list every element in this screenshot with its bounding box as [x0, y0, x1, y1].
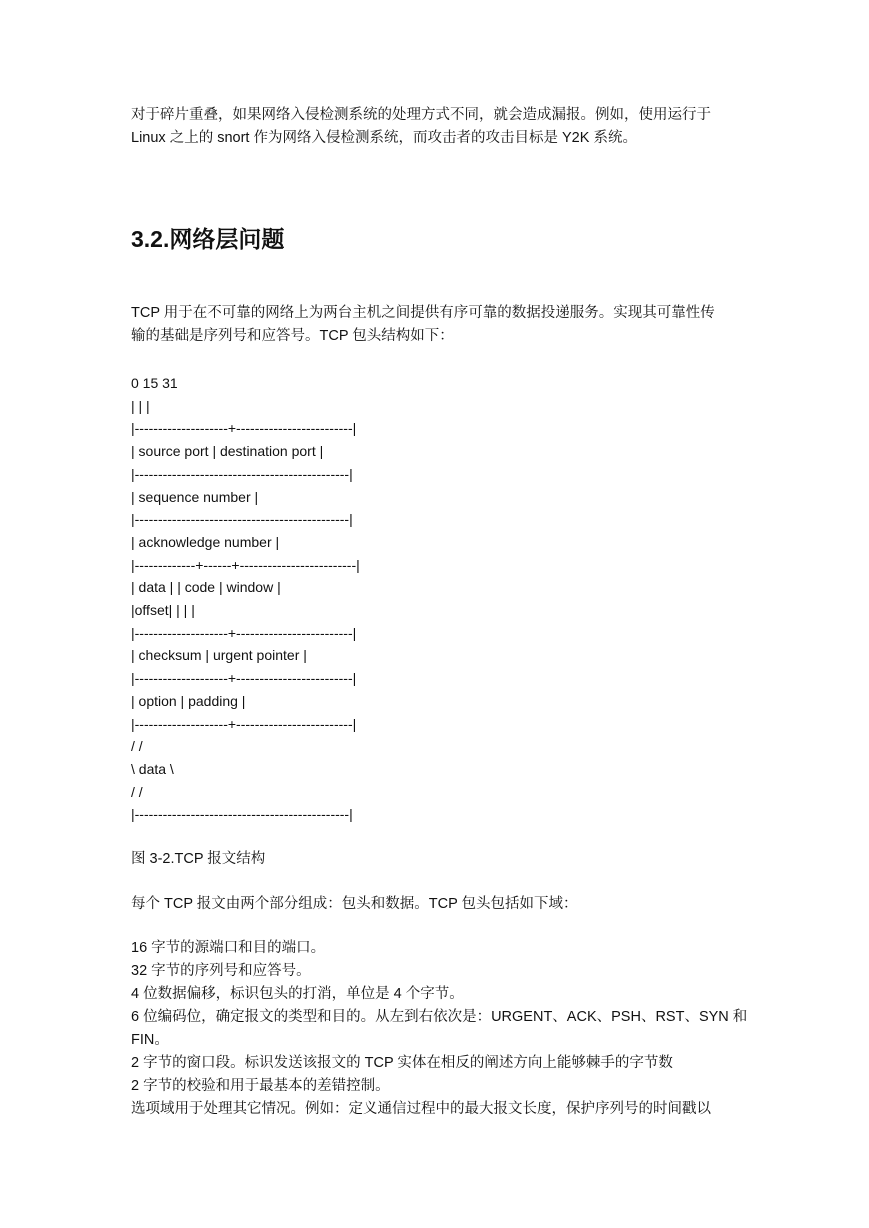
intro-paragraph	[131, 104, 741, 150]
figure-caption: 图 3-2.TCP 报文结构	[131, 851, 266, 867]
field-list-item: 4 位数据偏移，标识包头的打消，单位是 4 个字节。	[131, 986, 464, 1002]
diagram-line: / /	[131, 738, 143, 755]
tcp-header-diagram	[131, 372, 751, 826]
diagram-line: | acknowledge number |	[131, 533, 280, 550]
field-list-item: 6 位编码位，确定报文的类型和目的。从左到右依次是：URGENT、ACK、PSH、RST、SYN 和	[131, 1009, 748, 1025]
diagram-line: | sequence number |	[131, 488, 259, 505]
diagram-line: |----------------------------------------------|	[131, 806, 353, 823]
diagram-line: |offset| | | |	[131, 602, 195, 619]
field-list-item: 32 字节的序列号和应答号。	[131, 963, 311, 979]
diagram-line: | checksum | urgent pointer |	[131, 647, 307, 664]
tcp-intro-paragraph	[131, 302, 741, 348]
diagram-line: |----------------------------------------------|	[131, 511, 353, 528]
composition-paragraph: 每个 TCP 报文由两个部分组成：包头和数据。TCP 包头包括如下域：	[131, 896, 578, 912]
field-list-item: 16 字节的源端口和目的端口。	[131, 940, 326, 956]
diagram-line: |--------------------+-------------------------|	[131, 715, 357, 732]
diagram-line: |-------------+------+-------------------------|	[131, 556, 360, 573]
field-list-item: 2 字节的窗口段。标识发送该报文的 TCP 实体在相反的阐述方向上能够棘手的字节数	[131, 1055, 673, 1071]
diagram-line: \ data \	[131, 760, 174, 777]
diagram-line: | option | padding |	[131, 692, 246, 709]
paragraph-line: 输的基础是序列号和应答号。TCP 包头结构如下：	[131, 328, 454, 344]
diagram-line: | source port | destination port |	[131, 443, 324, 460]
field-list-item: FIN。	[131, 1032, 169, 1048]
diagram-line: |----------------------------------------------|	[131, 465, 353, 482]
diagram-line: |--------------------+-------------------------|	[131, 670, 357, 687]
field-list-item: 选项域用于处理其它情况。例如：定义通信过程中的最大报文长度，保护序列号的时间戳以	[131, 1101, 711, 1117]
paragraph-line: 对于碎片重叠，如果网络入侵检测系统的处理方式不同，就会造成漏报。例如，使用运行于	[131, 107, 711, 123]
diagram-line: |--------------------+-------------------------|	[131, 420, 357, 437]
diagram-line: 0 15 31	[131, 375, 178, 391]
field-list-item: 2 字节的校验和用于最基本的差错控制。	[131, 1078, 390, 1094]
diagram-line: | data | | code | window |	[131, 579, 281, 596]
paragraph-line: Linux 之上的 snort 作为网络入侵检测系统，而攻击者的攻击目标是 Y2K 系统。	[131, 130, 637, 146]
diagram-line: | | |	[131, 397, 150, 414]
section-heading: 3.2.网络层问题	[131, 226, 285, 252]
diagram-line: / /	[131, 783, 143, 800]
paragraph-line: TCP 用于在不可靠的网络上为两台主机之间提供有序可靠的数据投递服务。实现其可靠性传	[131, 305, 715, 321]
diagram-line: |--------------------+-------------------------|	[131, 624, 357, 641]
tcp-field-list	[131, 937, 746, 1121]
